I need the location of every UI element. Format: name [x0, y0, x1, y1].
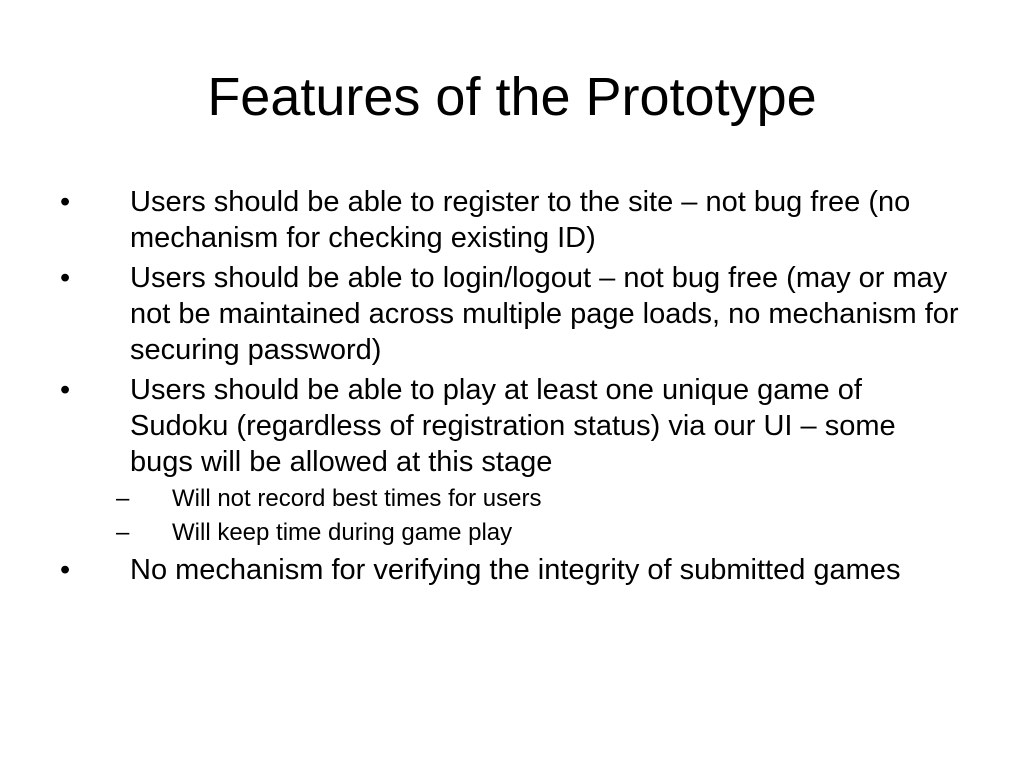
bullet-item: [60, 184, 965, 256]
bullet-text: Users should be able to play at least one unique game of Sudoku (regardless of registration status) via our UI – some bugs will be allowed at this stage: [130, 374, 896, 478]
bullet-icon: •: [60, 262, 71, 294]
bullet-text: Users should be able to login/logout – not bug free (may or may not be maintained across multiple page loads, no mechanism for securing password): [130, 262, 959, 366]
bullet-text: Users should be able to register to the site – not bug free (no mechanism for checking existing ID): [130, 186, 911, 254]
bullet-icon: •: [60, 186, 71, 218]
bullet-icon: •: [60, 554, 71, 586]
bullet-list: [60, 184, 965, 592]
bullet-item: [60, 260, 965, 368]
dash-icon: –: [116, 519, 130, 546]
sub-bullet-item: [60, 518, 965, 548]
slide-title: Features of the Prototype: [207, 67, 817, 127]
sub-bullet-text: Will keep time during game play: [172, 519, 513, 546]
dash-icon: –: [116, 485, 130, 512]
bullet-item: [60, 372, 965, 480]
sub-bullet-text: Will not record best times for users: [172, 485, 542, 512]
bullet-item: [60, 552, 965, 588]
bullet-icon: •: [60, 374, 71, 406]
sub-bullet-item: [60, 484, 965, 514]
bullet-text: No mechanism for verifying the integrity of submitted games: [130, 554, 901, 586]
